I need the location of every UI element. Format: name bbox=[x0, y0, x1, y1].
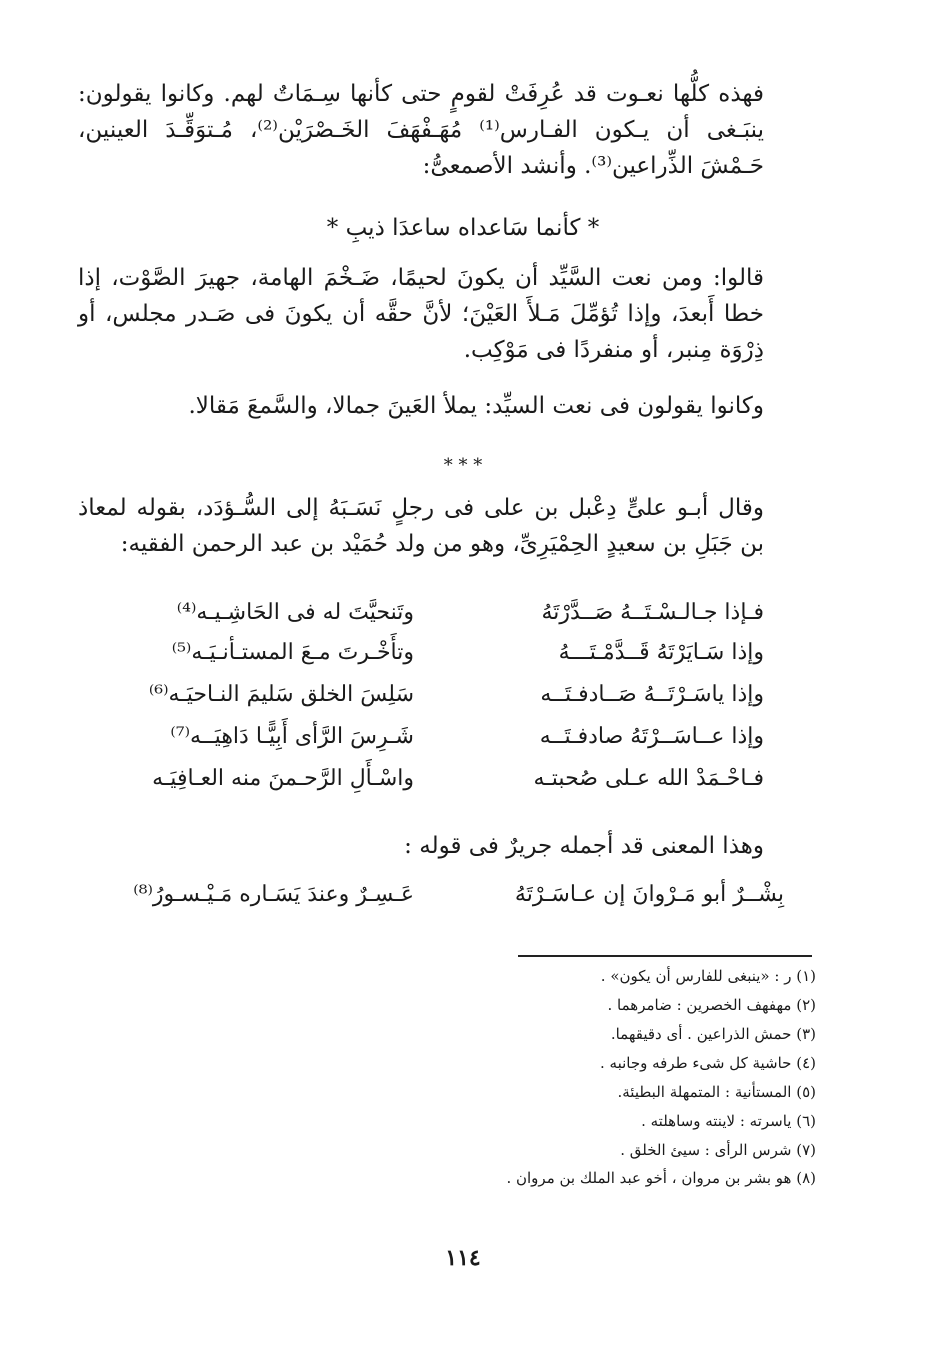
footnote: (٣) حمش الذراعين . أى دقيقهما. bbox=[610, 1025, 816, 1043]
footnote: (٨) هو بشر بن مروان ، أخو عبد الملك بن مروان . bbox=[506, 1169, 816, 1187]
verse-first-hemistich: وإذا عــاسَــرْتَهُ صادفـتَــه bbox=[539, 724, 764, 749]
verse-second-hemistich: شَـرِسَ الرَّأى أَبِيًّـا دَاهِيَــه⁽⁷⁾ bbox=[170, 724, 414, 749]
jarir-verse bbox=[80, 878, 784, 914]
paragraph-4-text: وقال أبـو علىٍّ دِعْبل بن على فى رجلٍ نَسَـبَهُ إلى السُّـؤدَد، بقوله لمعاذ بن جَبَلِ بن سعيدٍ الحِمْيَرِىِّ، وهو من ولد حُمَيْد بن عبد الرحمن الفقيه: bbox=[78, 495, 764, 557]
verse-first-hemistich: وإذا ياسَـرْتَــهُ صَــادفـتَــه bbox=[540, 682, 764, 707]
verse-second-hemistich: وتَنحيَّتَ له فى الحَاشِـيـه⁽⁴⁾ bbox=[176, 600, 414, 625]
poem-verse bbox=[90, 636, 764, 670]
poem-verse bbox=[90, 596, 764, 630]
page-number: ١١٤ bbox=[445, 1245, 481, 1271]
verse-second-hemistich: وتأَخْـرتَ مـعَ المستـأنـيَـه⁽⁵⁾ bbox=[171, 640, 414, 665]
section-separator: * * * bbox=[443, 455, 483, 476]
footnote: (٧) شرس الرأى : سيئ الخلق . bbox=[620, 1141, 816, 1159]
verse-second-hemistich: واسْـأَلِ الرَّحـمنَ منه العـافِيَـه bbox=[152, 766, 414, 791]
footnote: (٦) ياسرته : لاينته وساهلته . bbox=[641, 1112, 816, 1130]
footnote-divider bbox=[518, 955, 812, 957]
paragraph-3 bbox=[78, 388, 764, 424]
paragraph-1-text: فهذه كلُّها نعـوت قد عُرِفَتْ لقومٍ حتى كأنها سِـمَاتٌ لهم. وكانوا يقولون: ينبَـغى أن يـكون الفـارس⁽¹⁾ مُهَـفْهَفَ الخَـصْرَيْن⁽²⁾، مُـتوَقِّـدَ العينين، حَـمْشَ الذِّراعين⁽³⁾. وأنشد الأصمعىُّ: bbox=[78, 81, 764, 179]
paragraph-2 bbox=[78, 260, 764, 368]
verse-first-hemistich: فـاحْـمَدْ الله عـلى صُحبتـه bbox=[533, 766, 764, 791]
paragraph-5 bbox=[78, 828, 764, 864]
poem-verse bbox=[90, 678, 764, 712]
footnote: (٢) مهفهف الخصرين : ضامرهما . bbox=[607, 996, 816, 1014]
verse-first-hemistich: وإذا سَـايَرْتَهُ قَــدَّمْـتَـــهُ bbox=[558, 640, 764, 665]
paragraph-2-text: قالوا: ومن نعت السَّيِّد أن يكونَ لحيمًا، ضَـخْمَ الهامة، جهيرَ الصَّوْت، إذا خطا أَبعدَ، وإذا تُؤمِّلَ مَـلأَ العَيْنَ؛ لأنَّ حقَّه أن يكونَ فى صَـدر مجلس، أو ذِرْوَة مِنبر، أو منفردًا فى مَوْكِب. bbox=[78, 265, 764, 363]
paragraph-5-text: وهذا المعنى قد أجمله جريرٌ فى قوله : bbox=[404, 833, 764, 859]
verse-first-hemistich: بِشْــرٌ أبو مَـرْوانَ إن عـاسَـرْتَهُ bbox=[514, 882, 784, 907]
verse-second-hemistich: سَلِسَ الخلق سَليمَ النـاحيَـه⁽⁶⁾ bbox=[148, 682, 414, 707]
footnote: (٥) المستأنية : المتمهلة البطيئة. bbox=[617, 1083, 816, 1101]
paragraph-4 bbox=[78, 490, 764, 562]
poem-verse bbox=[90, 762, 764, 796]
footnote: (١) ر : «ينبغى للفارس أن يكون» . bbox=[600, 967, 816, 985]
verse-second-hemistich: عَـسِـرٌ وعندَ يَسَـاره مَـيْـسـورُ⁽⁸⁾ bbox=[133, 882, 414, 907]
quoted-verse: * كأنما سَاعداه ساعدَا ذيبِ * bbox=[326, 215, 600, 241]
poem-verse bbox=[90, 720, 764, 754]
paragraph-3-text: وكانوا يقولون فى نعت السيِّد: يملأ العَينَ جمالا، والسَّمعَ مَقالا. bbox=[188, 393, 764, 419]
footnote: (٤) حاشية كل شىء طرفه وجانبه . bbox=[599, 1054, 816, 1072]
verse-first-hemistich: فـإذا جـالـسْـتَــهُ صَــدَّرْتَهُ bbox=[541, 600, 764, 625]
paragraph-1 bbox=[78, 76, 764, 184]
